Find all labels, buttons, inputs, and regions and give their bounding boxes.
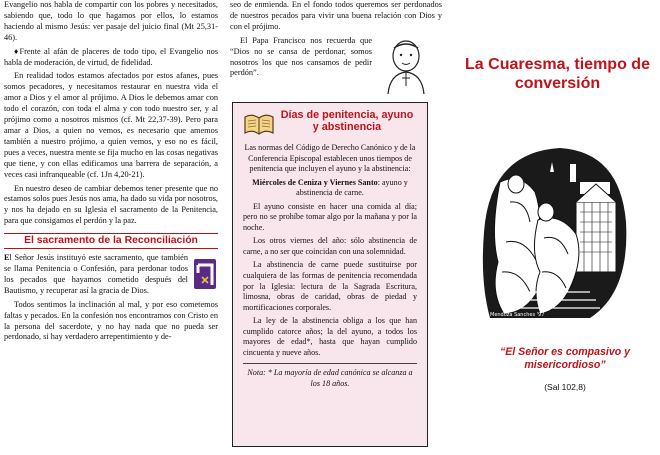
law-paragraph: La ley de la abstinencia obliga a los que han cumplido catorce años; la del ayuno, a todos los mayores de edad*, hasta que hayan cumplido cincuenta y nueve años.	[243, 316, 417, 357]
paragraph	[4, 253, 218, 297]
days-paragraph	[243, 178, 417, 199]
cover-quote: “El Señor es compasivo y misericordioso”	[499, 346, 631, 371]
abstinence-paragraph: La abstinencia de carne puede sustituirse por cualquiera de las formas de penitencia recomendada por la Iglesia: lectura de la Sagrada Escritura, limosna, obras de caridad, obras de piedad y mortificaciones corporales.	[243, 260, 417, 312]
box-note: Nota: * La mayoría de edad canónica se alcanza a los 18 años.	[247, 368, 413, 388]
paragraph: ♦Frente al afán de placeres de todo tipo, el Evangelio nos habla de moderación, de virtud, de fidelidad.	[4, 46, 218, 67]
box-title: Días de penitencia, ayuno y abstinencia	[280, 109, 414, 133]
cover-reference: (Sal 102,8)	[544, 382, 586, 392]
divider	[243, 363, 417, 364]
penance-days-box	[232, 102, 428, 447]
open-book-icon	[243, 109, 275, 137]
paragraph: Todos sentimos la inclinación al mal, y por eso cometemos faltas y pecados. En la confesión nos encontramos con Cristo en la persona del sacerdote, y no hay nada que no pueda ser perdonado, si hay verdadero arrepentimiento y de-	[4, 299, 218, 342]
cover-title: La Cuaresma, tiempo de conversión	[465, 56, 650, 92]
middle-column	[230, 0, 442, 79]
prodigal-son-embrace-illustration-icon	[480, 142, 630, 322]
paragraph: Evangelio nos habla de compartir con los pobres y necesitados, sabiendo que, todo lo que hagamos por ellos, lo estamos haciendo al mismo Jesús: ver pasaje del juicio final (Mt 25,31-46).	[4, 0, 218, 42]
section-title-reconciliation: El sacramento de la Reconciliación	[4, 233, 218, 249]
fast-paragraph: El ayuno consiste en hacer una comida al día; pero no se prohíbe tomar algo por la mañana y por la noche.	[243, 201, 417, 232]
pope-francis-illustration-icon	[376, 38, 438, 94]
pope-quote: El Papa Francisco nos recuerda que “Dios no se cansa de perdonar, somos nosotros los que nos cansamos de pedir perdón”.	[230, 35, 372, 78]
fridays-paragraph: Los otros viernes del año: sólo abstinencia de carne, a no ser que coincidan con una solemnidad.	[243, 236, 417, 256]
drop-cap: E	[4, 253, 10, 263]
reconciliation-section	[4, 253, 218, 343]
paragraph: seo de enmienda. En el fondo todos queremos ser perdonados de nuestros pecados para vivir una buena relación con Dios y con el prójimo.	[230, 0, 442, 31]
paragraph: En nuestro deseo de cambiar debemos tener presente que no estamos solos pues Jesús nos ama, ha dado su vida por nosotros, y nos ha dejado en su Iglesia el sacramento de la Penitencia, para que consigamos el perdón y la paz.	[4, 183, 218, 226]
left-column	[4, 0, 218, 343]
reconciliation-logo-icon	[194, 259, 216, 289]
paragraph-text: l Señor Jesús instituyó este sacramento, que también se llama Penitencia o Confesión, para perdonar todos los pecados que hayamos cometido después del Bautismo, y recuperar así la gracia de Dios.	[4, 253, 188, 295]
illustration-signature: Mendoza Sanches '97	[490, 312, 545, 318]
days-rest: : ayuno y abstinencia de carne.	[296, 177, 408, 198]
paragraph: En realidad todos estamos afectados por estos afanes, pues somos pecadores, y necesitamos restaurar en nuestra vida el amor a Dios y el amor al prójimo. A Dios le debemos amar con todo el corazón, con toda el alma y con todo nuestro ser, y al prójimo como a nosotros mismos (cf. Mt 22,37-39). Pero para amar a Dios, a quien no vemos, es necesario que amemos también a nuestro prójimo, a quien vemos, y eso no es fácil, pues a veces, nuestra mente se fija mucho en las cosas negativas que tiene, y con ellas edificamos una barrera de separación, a veces casi infranqueable (cf. 1Jn 4,20-21).	[4, 71, 218, 179]
box-intro: Las normas del Código de Derecho Canónico y de la Conferencia Episcopal establecen unos tiempos de penitencia que incluyen el ayuno y la abstinencia:	[244, 143, 416, 174]
days-bold: Miércoles de Ceniza y Viernes Santo	[252, 177, 378, 187]
